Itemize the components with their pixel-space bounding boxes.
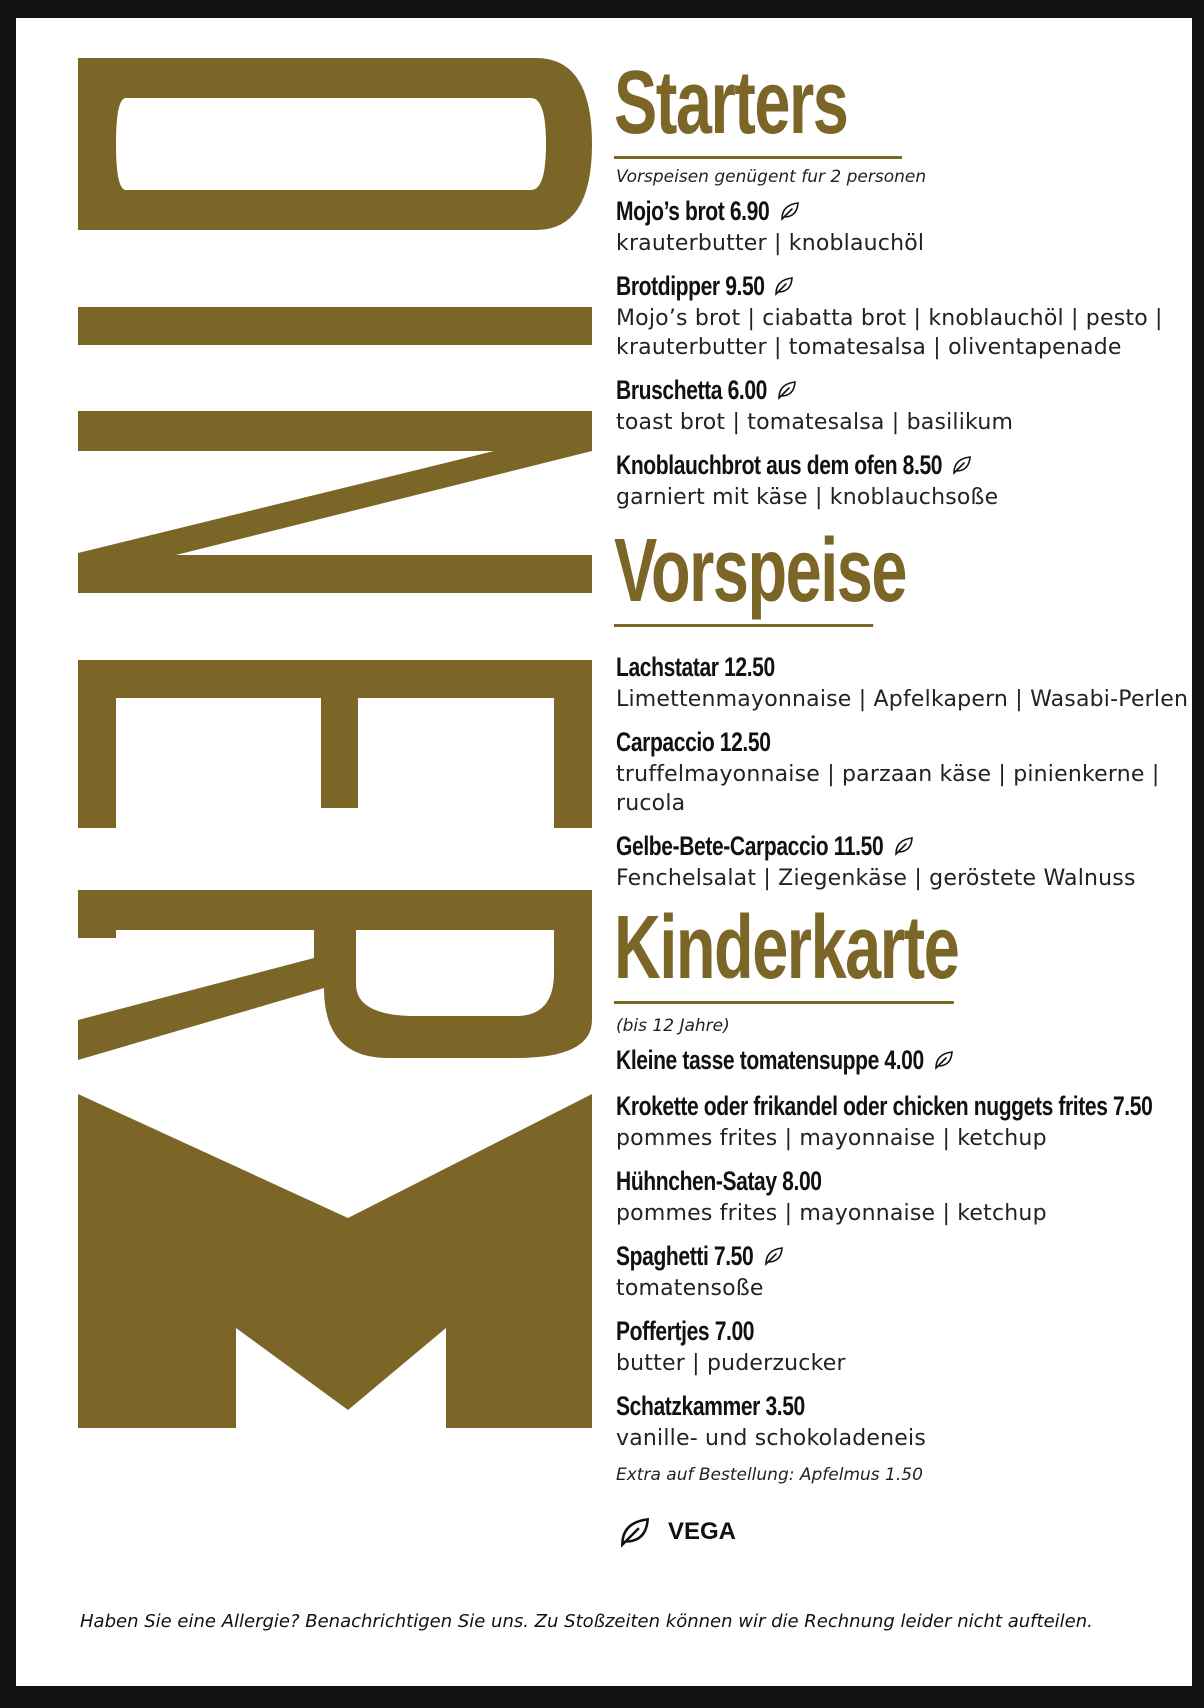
menu-item-description: garniert mit käse | knoblauchsoße: [616, 485, 999, 510]
menu-item-header: [616, 193, 1192, 229]
letter-i-shape: [78, 307, 592, 345]
menu-item: [616, 1238, 1192, 1303]
leaf-icon: [778, 199, 802, 223]
menu-item-name: Kleine tasse tomatensuppe 4.00: [616, 1044, 924, 1075]
menu-item-name: Krokette oder frikandel oder chicken nuggets frites 7.50: [616, 1090, 1153, 1121]
menu-page: [16, 18, 1192, 1686]
menu-item-header: [616, 1088, 1192, 1124]
menu-item-description: pommes frites | mayonnaise | ketchup: [616, 1201, 1047, 1226]
menu-item: [616, 268, 1192, 362]
menu-item-name: Brotdipper 9.50: [616, 270, 765, 301]
menu-item-header: [616, 649, 1192, 685]
menu-item: [616, 1163, 1192, 1228]
section-kinderkarte: [614, 898, 1192, 1485]
menu-item-header: [616, 828, 1192, 864]
menu-item-name: Mojo’s brot 6.90: [616, 195, 770, 226]
menu-item-description: Fenchelsalat | Ziegenkäse | geröstete Walnuss: [616, 866, 1136, 891]
diner-vertical-lettering: [16, 18, 616, 1686]
menu-item-name: Schatzkammer 3.50: [616, 1390, 805, 1421]
menu-item-name: Spaghetti 7.50: [616, 1240, 754, 1271]
menu-item-header: [616, 447, 1192, 483]
menu-item-header: [616, 1163, 1192, 1199]
menu-item-name: Poffertjes 7.00: [616, 1315, 755, 1346]
menu-item-header: [616, 1388, 1192, 1424]
menu-item-description: vanille- und schokoladeneis: [616, 1426, 927, 1451]
leaf-icon: [950, 453, 974, 477]
menu-item: [616, 193, 1192, 258]
section-note: Vorspeisen genügent fur 2 personen: [616, 167, 927, 187]
menu-content: [614, 53, 1192, 1551]
letter-n-shape: [78, 411, 592, 593]
leaf-icon: [775, 378, 799, 402]
menu-item-name: Bruschetta 6.00: [616, 374, 768, 405]
menu-item: [616, 1088, 1192, 1153]
menu-item: [616, 447, 1192, 512]
menu-item: [616, 1388, 1192, 1453]
menu-item-header: [616, 268, 1192, 304]
letter-d-shape: [78, 58, 592, 230]
extra-note: Extra auf Bestellung: Apfelmus 1.50: [616, 1465, 923, 1485]
section-note: (bis 12 Jahre): [616, 1016, 730, 1036]
menu-item-header: [616, 1042, 1192, 1078]
menu-item: [616, 1313, 1192, 1378]
vega-legend: [616, 1513, 1192, 1551]
allergy-footer: Haben Sie eine Allergie? Benachrichtigen Sie uns. Zu Stoßzeiten können wir die Rechnung leider nicht aufteilen.: [80, 1611, 1093, 1632]
menu-item-description: Mojo’s brot | ciabatta brot | knoblauchöl | pesto | krauterbutter | tomatesalsa | oliventapenade: [616, 306, 1163, 360]
menu-item-description: butter | puderzucker: [616, 1351, 846, 1376]
menu-item-description: krauterbutter | knoblauchöl: [616, 231, 925, 256]
menu-item-name: Knoblauchbrot aus dem ofen 8.50: [616, 449, 943, 480]
leaf-icon: [762, 1244, 786, 1268]
menu-item-name: Gelbe-Bete-Carpaccio 11.50: [616, 830, 884, 861]
menu-item-description: toast brot | tomatesalsa | basilikum: [616, 410, 1014, 435]
section-title: Vorspeise: [614, 526, 873, 627]
section-title: Starters: [614, 58, 902, 159]
letter-m-shape: [78, 1094, 592, 1428]
menu-item: [616, 372, 1192, 437]
menu-item: [616, 724, 1192, 818]
menu-item-description: Limettenmayonnaise | Apfelkapern | Wasabi-Perlen: [616, 687, 1189, 712]
letter-e-shape: [78, 660, 592, 828]
menu-item-header: [616, 724, 1192, 760]
menu-item-header: [616, 1313, 1192, 1349]
menu-item-header: [616, 372, 1192, 408]
menu-item-name: Lachstatar 12.50: [616, 651, 775, 682]
letter-r-shape: [78, 890, 592, 1060]
section-vorspeise: [614, 521, 1192, 893]
section-title: Kinderkarte: [614, 903, 954, 1004]
vega-label: VEGA: [668, 1518, 737, 1545]
menu-item-description: pommes frites | mayonnaise | ketchup: [616, 1126, 1047, 1151]
menu-item: [616, 1042, 1192, 1078]
menu-item-description: truffelmayonnaise | parzaan käse | pinienkerne | rucola: [616, 762, 1160, 816]
menu-item-header: [616, 1238, 1192, 1274]
leaf-icon: [772, 274, 796, 298]
section-starters: [614, 53, 1192, 512]
menu-item-name: Hühnchen-Satay 8.00: [616, 1165, 822, 1196]
menu-item-description: tomatensoße: [616, 1276, 764, 1301]
menu-item-name: Carpaccio 12.50: [616, 726, 771, 757]
leaf-icon: [892, 834, 916, 858]
leaf-icon: [616, 1513, 654, 1551]
menu-item: [616, 828, 1192, 893]
menu-item: [616, 649, 1192, 714]
leaf-icon: [932, 1048, 956, 1072]
